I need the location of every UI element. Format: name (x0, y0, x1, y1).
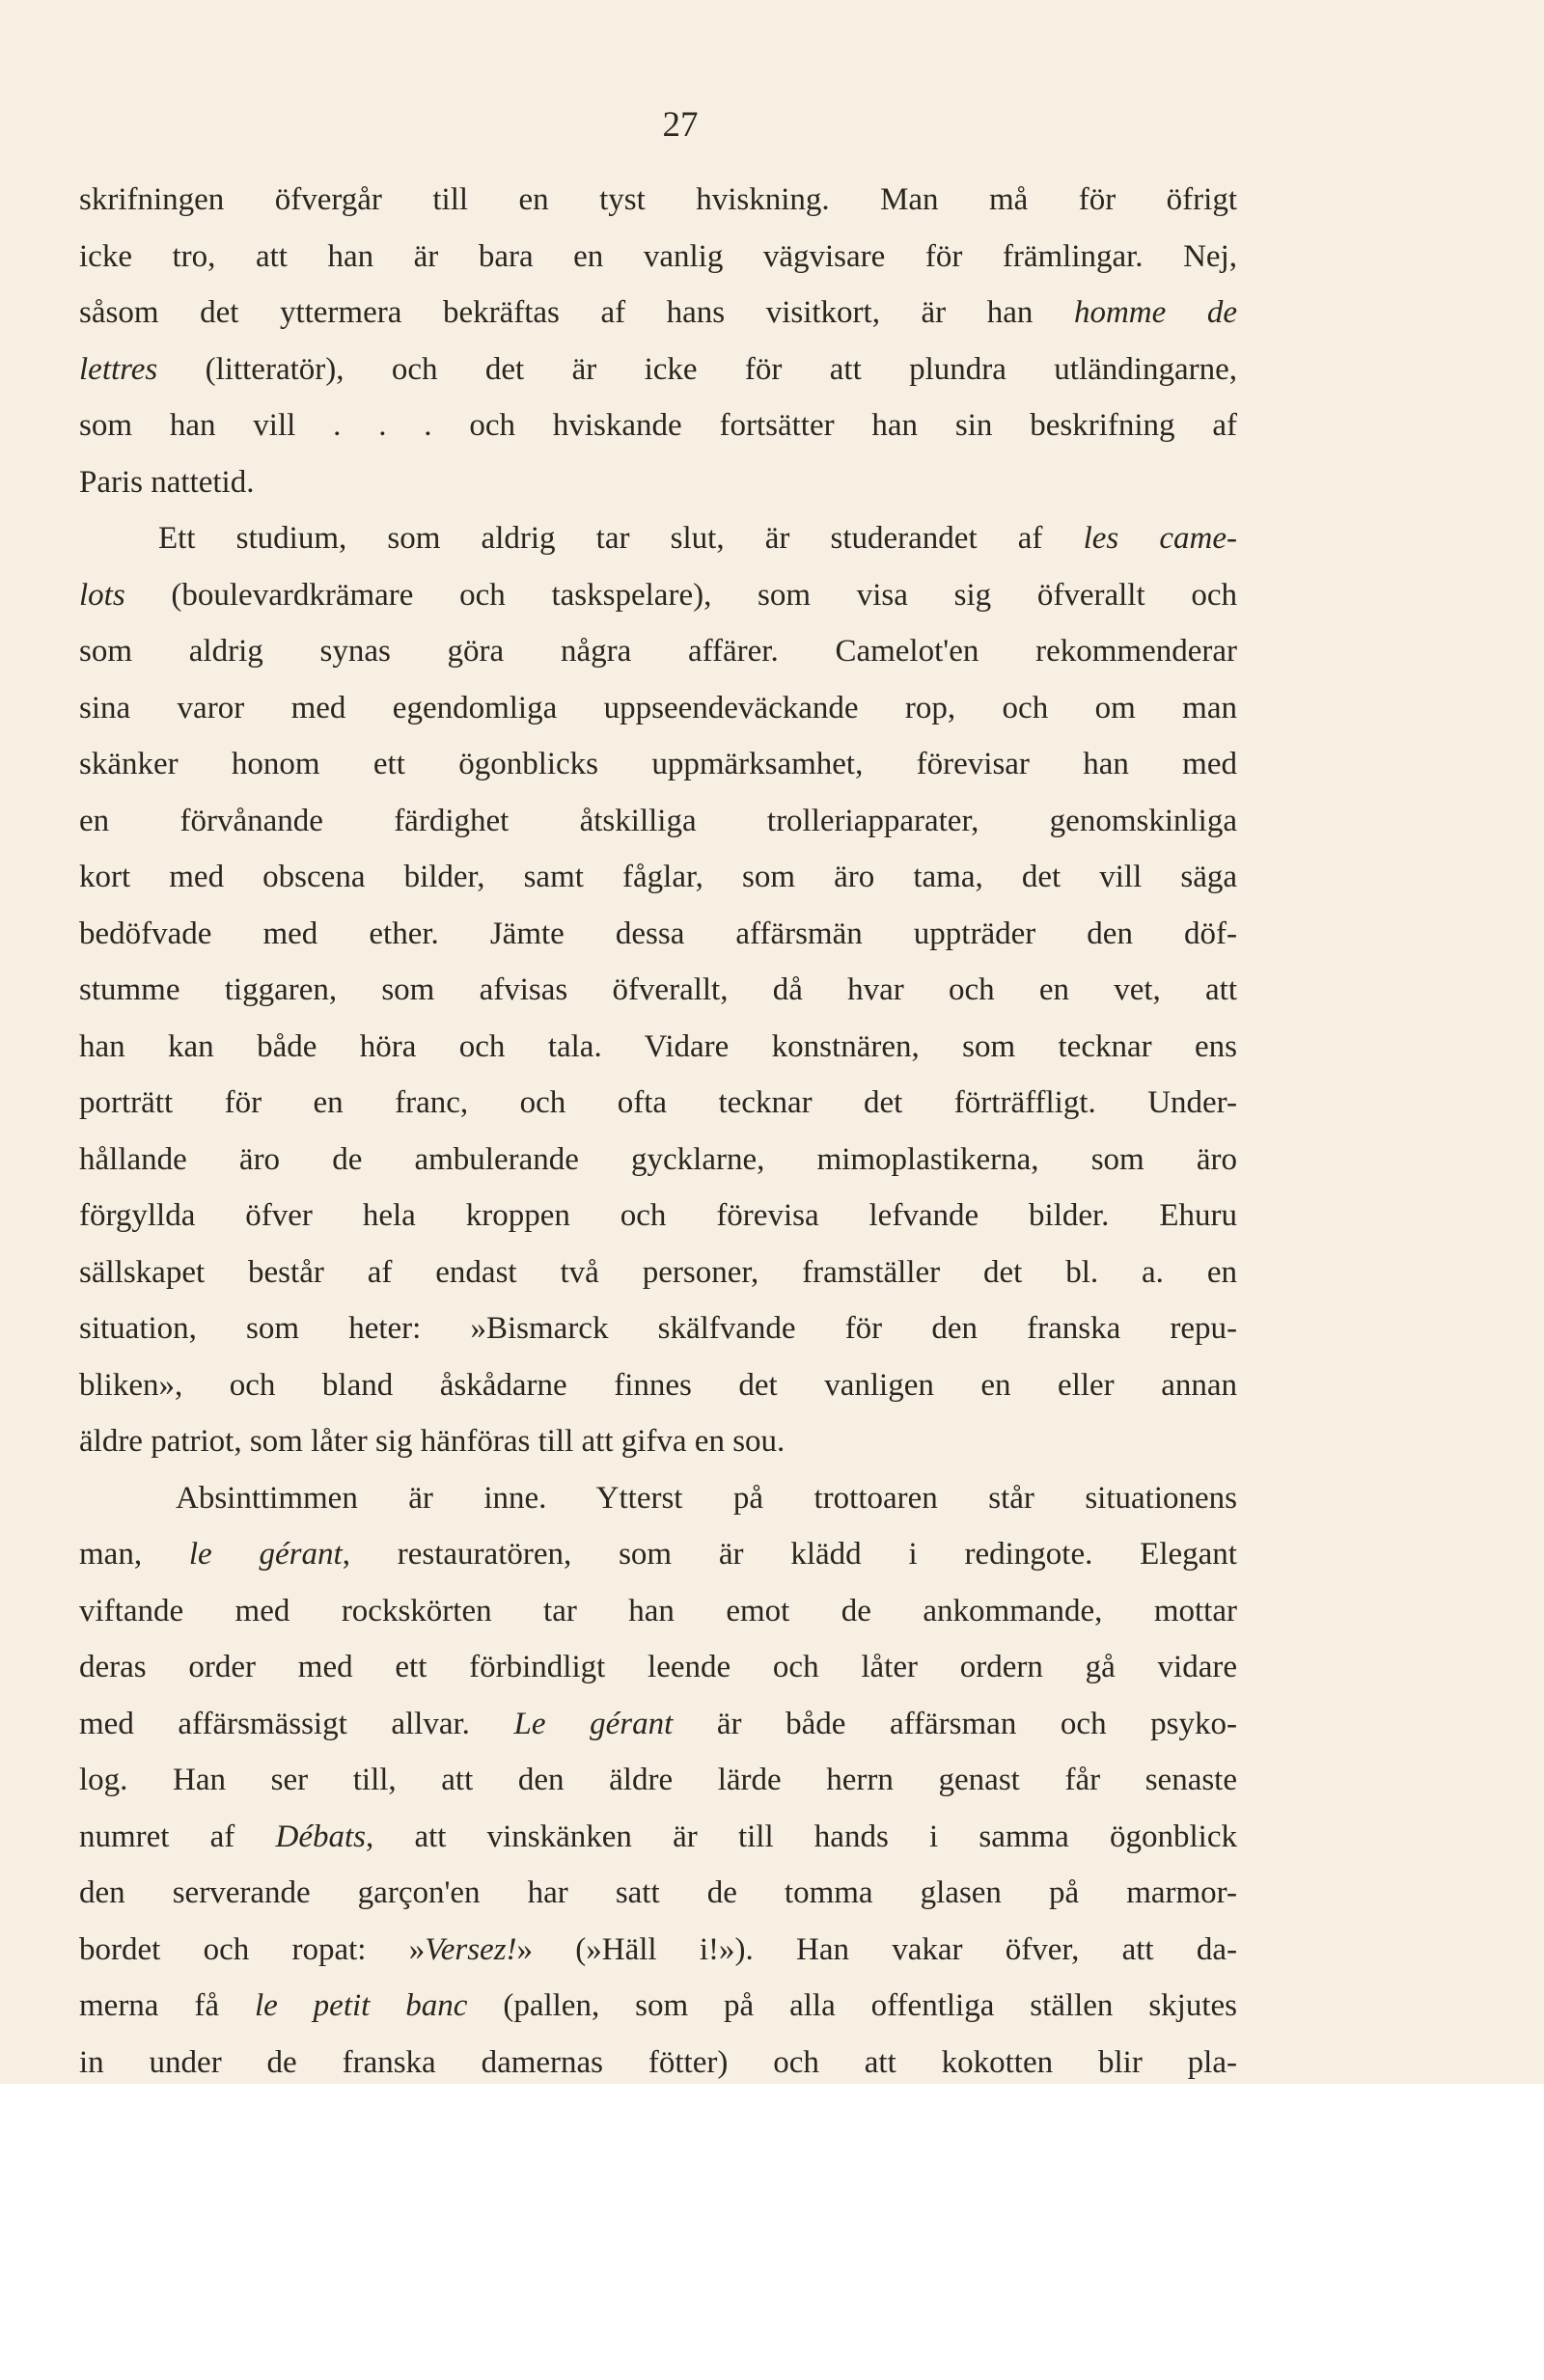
text-line: merna få le petit banc (pallen, som på alla offentliga ställen skjutes (79, 1988, 1237, 2023)
text-line: som han vill . . . och hviskande fortsätter han sin beskrifning af (79, 408, 1237, 443)
text-line: Absinttimmen är inne. Ytterst på trottoaren står situationens (176, 1480, 1237, 1516)
text-line: viftande med rockskörten tar han emot de ankommande, mottar (79, 1593, 1237, 1628)
text-line: numret af Débats, att vinskänken är till hands i samma ögonblick (79, 1819, 1238, 1854)
text-line: bliken», och bland åskådarne finnes det vanligen en eller annan (79, 1367, 1237, 1403)
text-line: icke tro, att han är bara en vanlig vägvisare för främlingar. Nej, (79, 238, 1237, 274)
text-line: in under de franska damernas fötter) och att kokotten blir pla- (79, 2044, 1237, 2080)
text-line: den serverande garçon'en har satt de tomma glasen på marmor- (79, 1875, 1237, 1910)
text-line: sina varor med egendomliga uppseendeväckande rop, och om man (79, 690, 1237, 725)
text-line: äldre patriot, som låter sig hänföras till att gifva en sou. (79, 1424, 786, 1459)
text-line: sällskapet består af endast två personer, framställer det bl. a. en (79, 1254, 1237, 1290)
text-line: bordet och ropat: »Versez!» (»Häll i!»). Han vakar öfver, att da- (79, 1931, 1237, 1967)
text-line: med affärsmässigt allvar. Le gérant är både affärsman och psyko- (79, 1706, 1237, 1741)
text-line: skänker honom ett ögonblicks uppmärksamhet, förevisar han med (79, 747, 1237, 781)
text-line: kort med obscena bilder, samt fåglar, som äro tama, det vill säga (79, 860, 1237, 894)
text-line: en förvånande färdighet åtskilliga trolleriapparater, genomskinliga (79, 803, 1237, 838)
text-line: såsom det yttermera bekräftas af hans visitkort, är han homme de (79, 295, 1237, 330)
text-line: han kan både höra och tala. Vidare konstnären, som tecknar ens (79, 1028, 1237, 1064)
text-line: situation, som heter: »Bismarck skälfvande för den franska repu- (79, 1311, 1237, 1346)
text-line: stumme tiggaren, som afvisas öfverallt, då hvar och en vet, att (79, 972, 1237, 1007)
page-number: 27 (662, 105, 699, 145)
text-line: Paris nattetid. (79, 464, 255, 500)
body-text (79, 172, 1237, 2091)
text-line: log. Han ser till, att den äldre lärde herrn genast får senaste (79, 1763, 1237, 1797)
text-line: skrifningen öfvergår till en tyst hviskning. Man må för öfrigt (79, 182, 1237, 217)
text-line: förgyllda öfver hela kroppen och förevisa lefvande bilder. Ehuru (79, 1198, 1237, 1233)
text-line: hållande äro de ambulerande gycklarne, mimoplastikerna, som äro (79, 1141, 1237, 1177)
text-line: porträtt för en franc, och ofta tecknar det förträffligt. Under- (79, 1085, 1237, 1120)
text-line: bedöfvade med ether. Jämte dessa affärsmän uppträder den döf- (79, 916, 1237, 951)
text-line: lots (boulevardkrämare och taskspelare), som visa sig öfverallt och (79, 577, 1237, 613)
text-line: deras order med ett förbindligt leende och låter ordern gå vidare (79, 1650, 1237, 1684)
text-line: Ett studium, som aldrig tar slut, är studerandet af les came- (158, 521, 1237, 556)
text-line: lettres (litteratör), och det är icke för att plundra utländingarne, (79, 351, 1237, 387)
text-line: som aldrig synas göra några affärer. Camelot'en rekommenderar (79, 634, 1237, 669)
text-line: man, le gérant, restauratören, som är klädd i redingote. Elegant (79, 1537, 1237, 1572)
